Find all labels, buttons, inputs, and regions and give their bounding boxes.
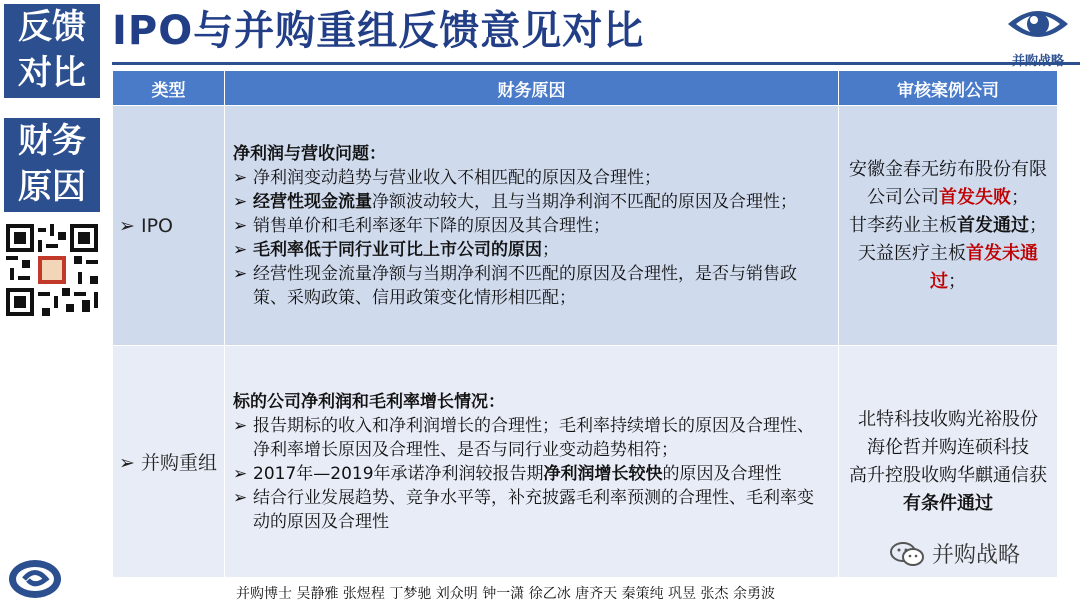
bullet-list (233, 414, 830, 534)
header-company: 审核案例公司 (839, 71, 1058, 106)
company-entry (847, 434, 1049, 462)
list-item (233, 190, 830, 214)
text-fragment: ； (1011, 186, 1029, 208)
text-fragment: 净额波动较大，且与当期净利润不匹配的原因及合理性； (372, 191, 797, 212)
text-fragment: 结合行业发展趋势、竞争水平等，补充披露毛利率预测的合理性、毛利率变动的原因及合理性 (253, 487, 814, 532)
text-fragment: 有条件通过 (903, 492, 993, 514)
text-fragment: 报告期标的收入和净利润增长的合理性；毛利率持续增长的原因及合理性、净利率增长原因及合理性、是否与同行业变动趋势相符； (253, 415, 814, 460)
text-fragment: ； (542, 239, 559, 260)
company-entry (847, 406, 1049, 434)
company-entry (847, 240, 1049, 296)
section-title: 净利润与营收问题： (233, 143, 386, 164)
bullet-arrow-icon: ➢ (233, 415, 248, 436)
bullet-text (253, 462, 782, 486)
list-item (233, 238, 830, 262)
list-item (233, 166, 830, 190)
header-type: 类型 (113, 71, 225, 106)
text-fragment: 首发未通过 (930, 242, 1038, 292)
footer-credits: 并购博士 吴静雅 张煜程 丁梦驰 刘众明 钟一潇 徐乙冰 唐齐天 秦策纯 巩昱 张杰 余勇波 (236, 586, 775, 602)
bullet-arrow-icon: ➢ (233, 167, 248, 188)
text-fragment: 销售单价和毛利率逐年下降的原因及其合理性； (253, 215, 610, 236)
text-fragment: 安徽金春无纺布股份有限公司公司 (849, 158, 1047, 208)
text-fragment: 北特科技收购光裕股份 (858, 408, 1038, 430)
type-cell-ipo: ➢ IPO (113, 106, 225, 346)
text-fragment: 高升控股收购华麒通信获 (849, 464, 1047, 486)
page-title: IPO与并购重组反馈意见对比 (112, 8, 645, 54)
company-cell-ipo (839, 106, 1058, 346)
text-fragment: 首发失败 (939, 186, 1011, 208)
bullet-arrow-icon: ➢ (233, 263, 248, 284)
list-item (233, 262, 830, 310)
comparison-table (112, 70, 1058, 578)
company-entry (847, 212, 1049, 240)
bullet-text (253, 166, 661, 190)
text-fragment: 经营性现金流量 (253, 191, 372, 212)
brand-logo-icon (6, 558, 64, 600)
text-fragment: 净利润变动趋势与营业收入不相匹配的原因及合理性； (253, 167, 661, 188)
text-fragment: 甘李药业主板 (849, 214, 957, 236)
sidebar-text: 反馈 (18, 7, 86, 47)
bullet-text (253, 414, 830, 462)
sidebar-text: 原因 (18, 167, 86, 207)
text-fragment: 经营性现金流量净额与当期净利润不匹配的原因及合理性，是否与销售政策、采购政策、信用政策变化情形相匹配； (253, 263, 797, 308)
bullet-arrow-icon: ➢ (233, 239, 248, 260)
table-row-ipo (113, 106, 1058, 346)
sidebar-text: 财务 (18, 121, 86, 161)
brand-name: 并购战略 (1011, 54, 1064, 69)
wechat-label: 并购战略 (932, 543, 1021, 568)
type-cell-merger: ➢ 并购重组 (113, 346, 225, 578)
sidebar-block-feedback (4, 4, 100, 98)
bullet-arrow-icon: ➢ (233, 191, 248, 212)
wechat-watermark (890, 538, 1020, 569)
text-fragment: ； (1029, 214, 1047, 236)
text-fragment: 净利润增长较快 (543, 463, 663, 484)
text-fragment: ； (948, 270, 966, 292)
list-item (233, 462, 830, 486)
text-fragment: 首发通过 (957, 214, 1029, 236)
text-fragment: 的原因及合理性 (662, 463, 782, 484)
bullet-arrow-icon: ➢ (233, 487, 248, 508)
bullet-text (253, 214, 610, 238)
bullet-text (253, 262, 830, 310)
company-entry (847, 156, 1049, 212)
bullet-text (253, 190, 797, 214)
list-item (233, 486, 830, 534)
section-title: 标的公司净利润和毛利率增长情况： (233, 391, 505, 412)
text-fragment: 天益医疗主板 (858, 242, 966, 264)
table-header-row (113, 71, 1058, 106)
text-fragment: 2017年—2019年承诺净利润较报告期 (253, 463, 544, 484)
reason-cell-ipo (225, 106, 839, 346)
title-underline (112, 62, 1080, 65)
bullet-arrow-icon: ➢ (233, 463, 248, 484)
bullet-text (253, 238, 559, 262)
wechat-icon (890, 541, 924, 567)
eye-logo-icon (1006, 4, 1070, 44)
sidebar (0, 0, 104, 608)
brand-logo (1000, 4, 1076, 69)
text-fragment: 海伦哲并购连硕科技 (867, 436, 1029, 458)
bullet-text (253, 486, 830, 534)
list-item (233, 414, 830, 462)
company-entry (847, 462, 1049, 518)
sidebar-text: 对比 (18, 53, 86, 93)
qr-code-icon (6, 224, 98, 316)
bullet-list (233, 166, 830, 310)
header-reason: 财务原因 (225, 71, 839, 106)
sidebar-block-finance (4, 118, 100, 212)
bullet-arrow-icon: ➢ (233, 215, 248, 236)
reason-cell-merger (225, 346, 839, 578)
list-item (233, 214, 830, 238)
text-fragment: 毛利率低于同行业可比上市公司的原因 (253, 239, 542, 260)
